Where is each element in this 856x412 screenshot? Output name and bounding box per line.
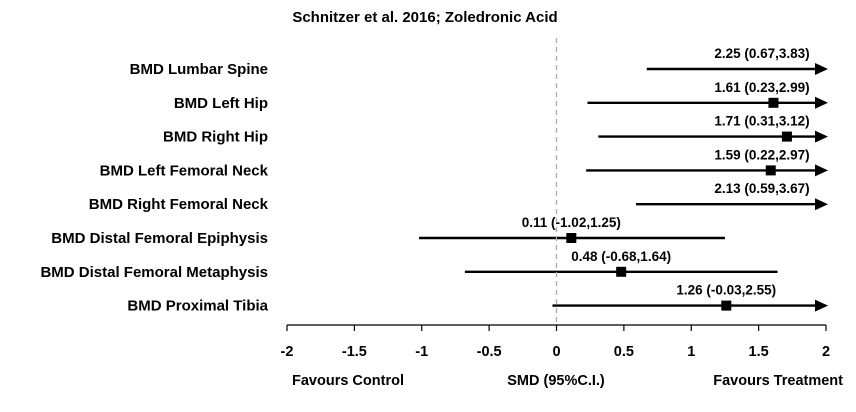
chart-title: Schnitzer et al. 2016; Zoledronic Acid (292, 9, 558, 26)
ci-arrow-icon (815, 131, 828, 143)
forest-row (174, 80, 828, 112)
point-estimate-marker (566, 233, 576, 243)
row-label: BMD Distal Femoral Epiphysis (51, 230, 268, 247)
row-label: BMD Right Femoral Neck (88, 196, 268, 214)
estimate-label: 0.48 (-0.68,1.64) (571, 248, 672, 264)
ci-arrow-icon (815, 97, 828, 109)
x-tick-label: 1.5 (748, 344, 769, 360)
x-axis (281, 325, 830, 360)
x-tick-label: -0.5 (476, 344, 502, 360)
forest-row (51, 215, 725, 247)
x-tick-label: 2 (821, 344, 831, 360)
estimate-label: 1.71 (0.31,3.12) (714, 113, 810, 129)
estimate-label: 1.59 (0.22,2.97) (714, 147, 810, 163)
row-label: BMD Right Hip (163, 128, 268, 146)
estimate-label: 0.11 (-1.02,1.25) (521, 215, 621, 230)
estimate-label: 2.25 (0.67,3.83) (714, 46, 810, 61)
x-tick-label: -2 (280, 344, 294, 360)
ci-arrow-icon (815, 164, 828, 176)
forest-row (163, 114, 828, 146)
forest-row (127, 283, 828, 315)
point-estimate-marker (782, 132, 792, 142)
rows-layer (40, 46, 828, 315)
row-label: BMD Proximal Tibia (127, 297, 268, 315)
x-tick-label: -1.5 (341, 344, 367, 360)
footer-right-label: Favours Treatment (713, 373, 843, 389)
row-label: BMD Left Hip (173, 94, 268, 112)
forest-row (40, 249, 777, 281)
x-tick-label: 0 (552, 344, 561, 360)
forest-row (89, 181, 828, 213)
estimate-label: 1.61 (0.23,2.99) (714, 79, 810, 95)
row-label: BMD Distal Femoral Metaphysis (40, 263, 268, 281)
ci-arrow-icon (815, 198, 828, 210)
estimate-label: 1.26 (-0.03,2.55) (676, 282, 777, 298)
point-estimate-marker (768, 98, 778, 108)
point-estimate-marker (721, 301, 731, 311)
ci-arrow-icon (815, 63, 828, 75)
x-tick-label: 1 (687, 344, 696, 360)
ci-arrow-icon (815, 300, 828, 312)
point-estimate-marker (766, 165, 776, 175)
forest-row (130, 46, 828, 78)
row-label: BMD Lumbar Spine (129, 61, 268, 78)
x-tick-label: 0.5 (613, 344, 634, 360)
footer-left-label: Favours Control (292, 373, 404, 389)
row-label: BMD Left Femoral Neck (99, 162, 268, 180)
x-axis-label: SMD (95%C.I.) (507, 373, 605, 389)
x-tick-label: -1 (415, 344, 429, 360)
estimate-label: 2.13 (0.59,3.67) (714, 181, 810, 197)
forest-row (100, 147, 828, 179)
point-estimate-marker (616, 267, 626, 277)
